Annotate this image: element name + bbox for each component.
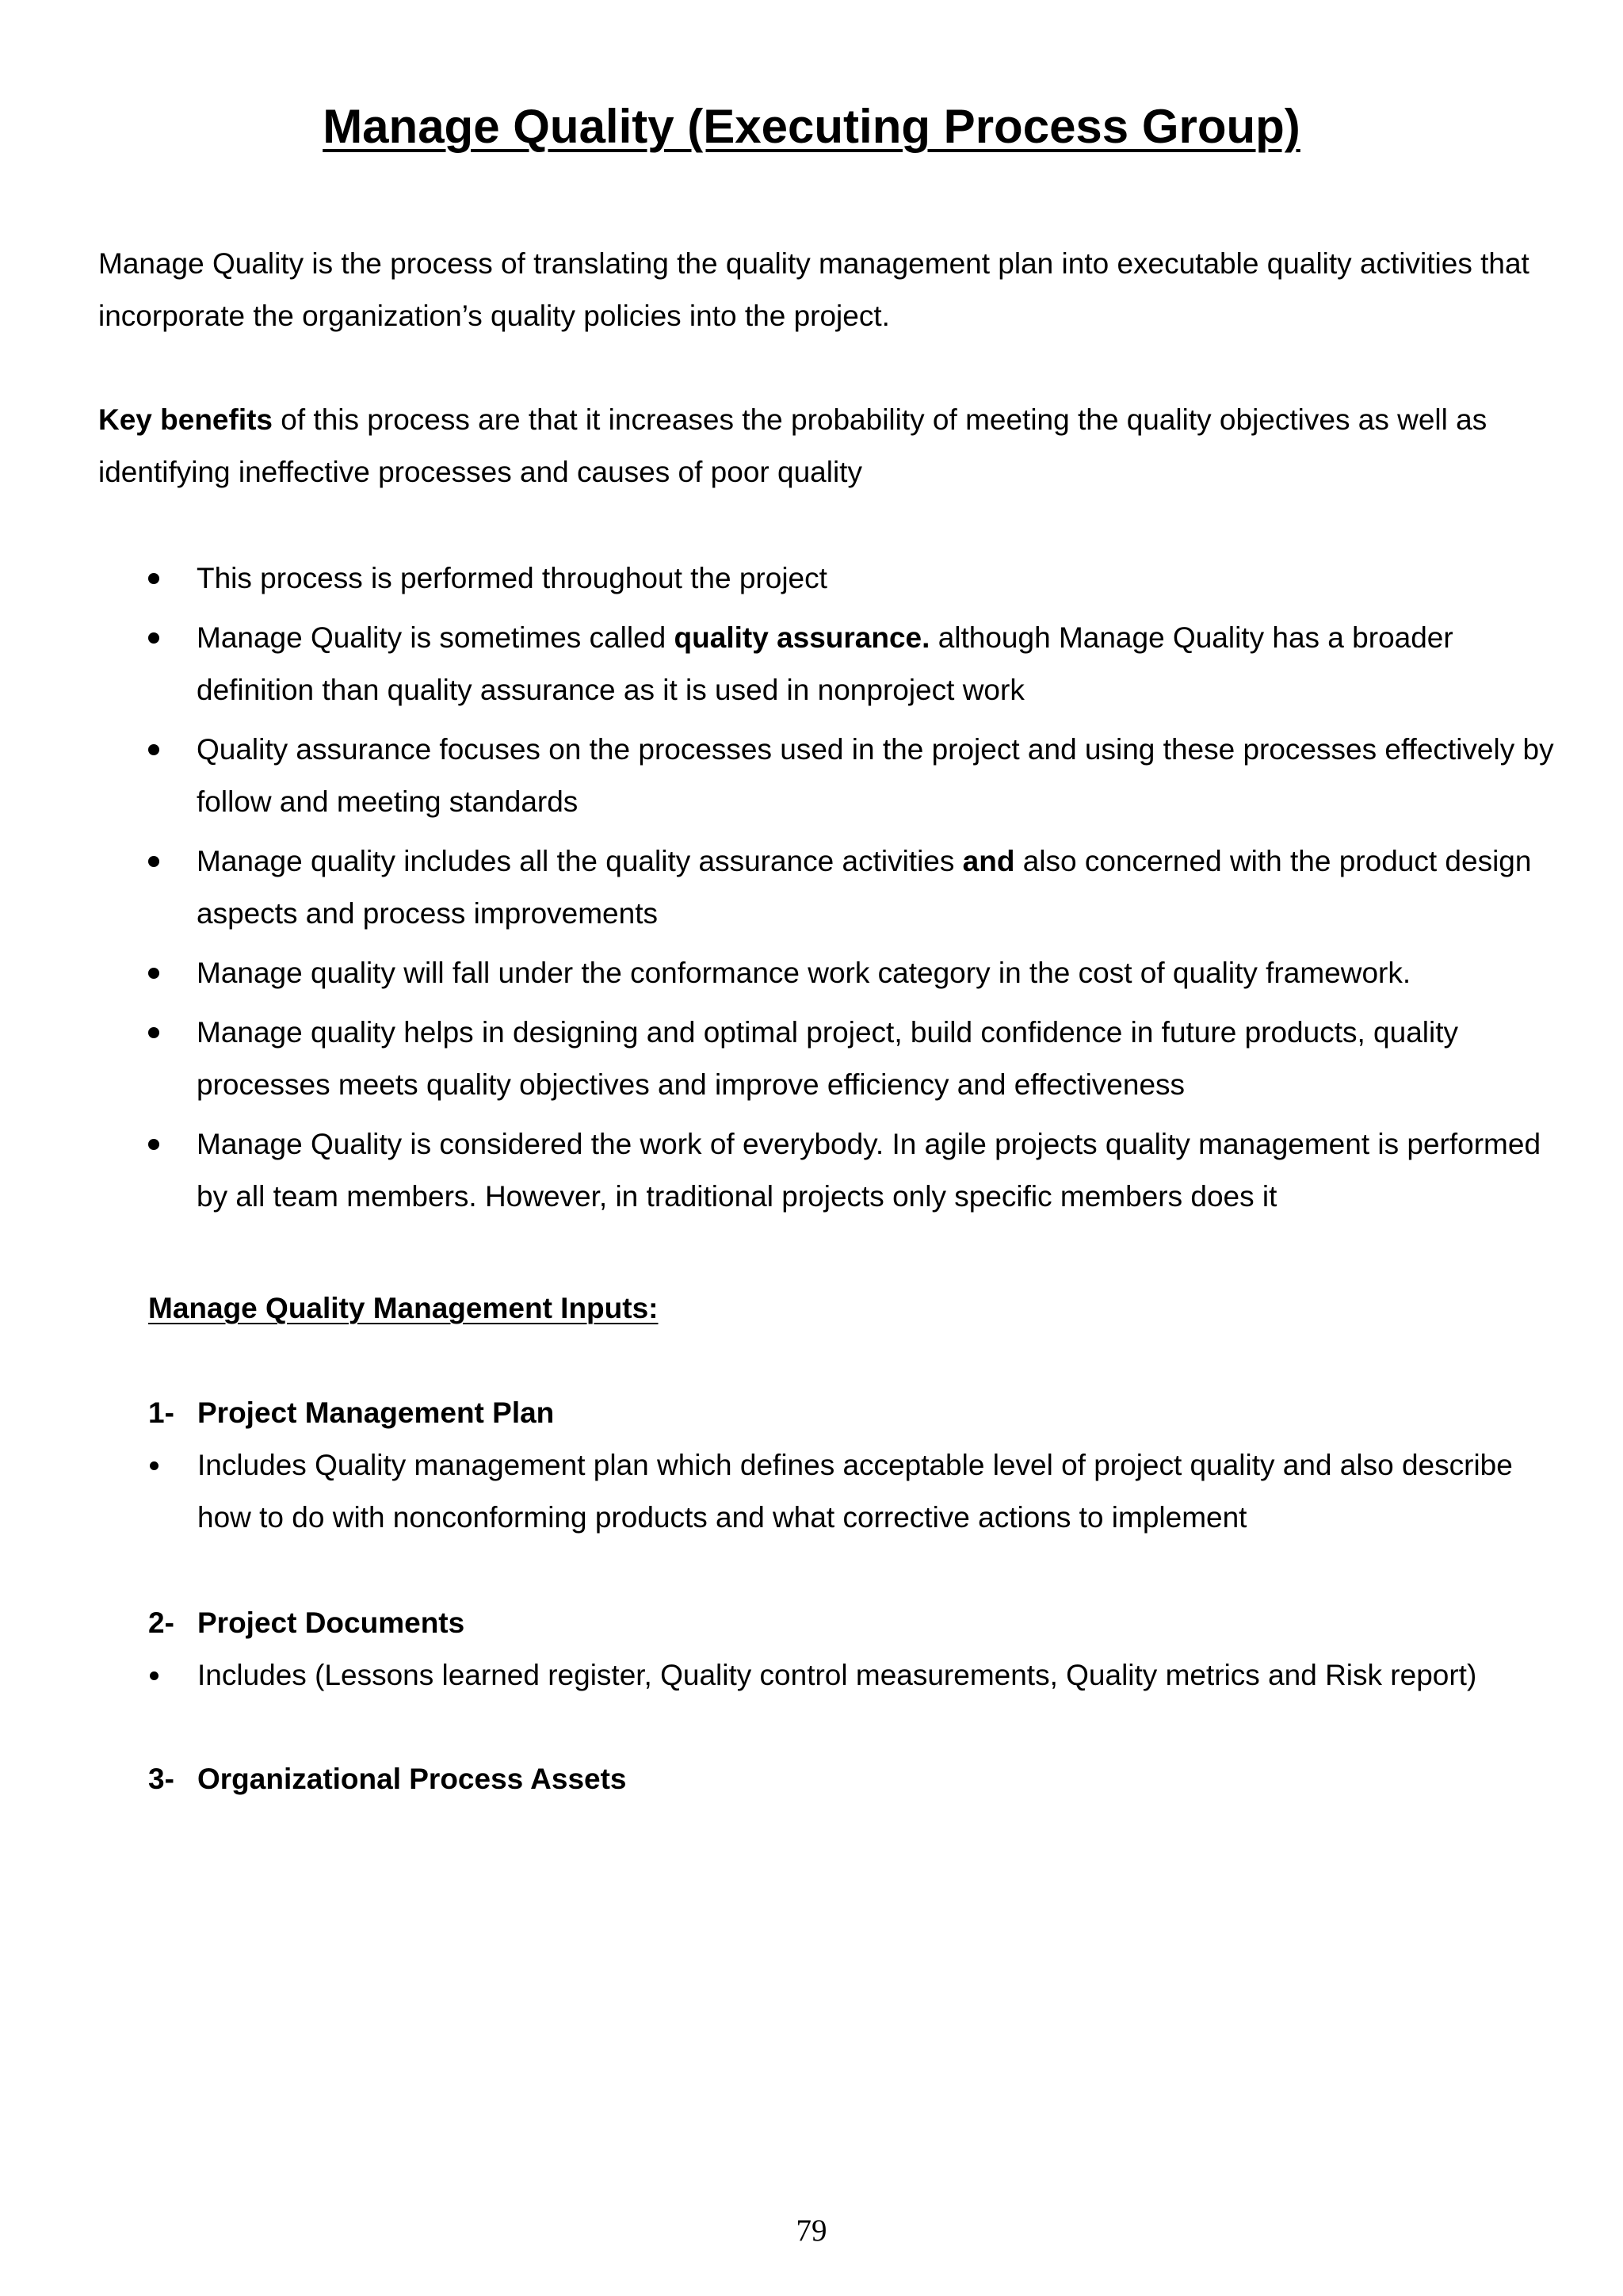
bullet-text: Manage quality includes all the quality assurance activities — [197, 845, 963, 877]
page-title: Manage Quality (Executing Process Group) — [323, 100, 1300, 153]
bullet-item — [98, 552, 1556, 605]
input-heading — [148, 1387, 1543, 1439]
key-benefits-text: of this process are that it increases the probability of meeting the quality objectives as well as identifying ineffective processes and causes of poor quality — [98, 403, 1487, 488]
bullet-text: Manage Quality is sometimes called — [197, 621, 674, 654]
page-number: 79 — [796, 2214, 827, 2248]
bullet-text-continued: although Manage Quality has a broader definition than quality assurance as it is used in nonproject work — [197, 621, 1453, 706]
bullet-item — [98, 947, 1556, 999]
input-item-organizational-process-assets — [148, 1753, 1543, 1805]
input-title: Organizational Process Assets — [197, 1763, 627, 1795]
key-benefits-label: Key benefits — [98, 403, 273, 436]
input-detail-text: Includes (Lessons learned register, Quality control measurements, Quality metrics and Risk report) — [197, 1659, 1477, 1691]
input-item-project-management-plan — [148, 1387, 1543, 1544]
input-heading — [148, 1753, 1543, 1805]
intro-paragraph: Manage Quality is the process of translating the quality management plan into executable quality activities that incorporate the organization’s quality policies into the project. — [98, 247, 1529, 332]
input-detail-text: Includes Quality management plan which defines acceptable level of project quality and also describe how to do with nonconforming products and what corrective actions to implement — [197, 1449, 1513, 1534]
input-heading — [148, 1597, 1543, 1649]
bullet-bold-text: quality assurance. — [674, 621, 930, 654]
bullet-text: This process is performed throughout the project — [197, 562, 827, 594]
inputs-section-heading: Manage Quality Management Inputs: — [148, 1292, 659, 1324]
bullet-dot-icon — [148, 573, 159, 584]
bullet-dot-icon — [150, 1461, 158, 1470]
input-number: 3- — [148, 1763, 174, 1795]
key-benefits-paragraph — [98, 394, 1549, 499]
bullet-item — [98, 1118, 1556, 1223]
bullet-item — [98, 1007, 1556, 1111]
input-number: 2- — [148, 1606, 174, 1639]
bullet-bold-text: and — [962, 845, 1015, 877]
bullet-item — [98, 612, 1556, 716]
bullet-dot-icon — [148, 744, 159, 755]
bullet-dot-icon — [150, 1671, 158, 1680]
bullet-text: Manage Quality is considered the work of everybody. In agile projects quality management is performed by all team members. However, in traditional projects only specific members does it — [197, 1128, 1541, 1213]
bullet-item — [98, 724, 1556, 828]
bullet-text: Quality assurance focuses on the processes used in the project and using these processes effectively by follow and meeting standards — [197, 733, 1554, 818]
input-detail — [148, 1439, 1543, 1544]
input-number: 1- — [148, 1396, 174, 1429]
input-detail — [148, 1649, 1543, 1702]
feature-bullet-list — [98, 552, 1556, 1230]
bullet-dot-icon — [148, 1027, 159, 1038]
input-item-project-documents — [148, 1597, 1543, 1702]
bullet-dot-icon — [148, 632, 159, 644]
bullet-dot-icon — [148, 1139, 159, 1150]
bullet-item — [98, 835, 1556, 940]
bullet-dot-icon — [148, 968, 159, 979]
bullet-text: Manage quality will fall under the conformance work category in the cost of quality framework. — [197, 957, 1411, 989]
input-title: Project Management Plan — [197, 1396, 555, 1429]
bullet-text: Manage quality helps in designing and optimal project, build confidence in future products, quality processes meets quality objectives and improve efficiency and effectiveness — [197, 1016, 1458, 1101]
input-title: Project Documents — [197, 1606, 465, 1639]
bullet-text-continued: also concerned with the product design aspects and process improvements — [197, 845, 1532, 930]
bullet-dot-icon — [148, 856, 159, 867]
